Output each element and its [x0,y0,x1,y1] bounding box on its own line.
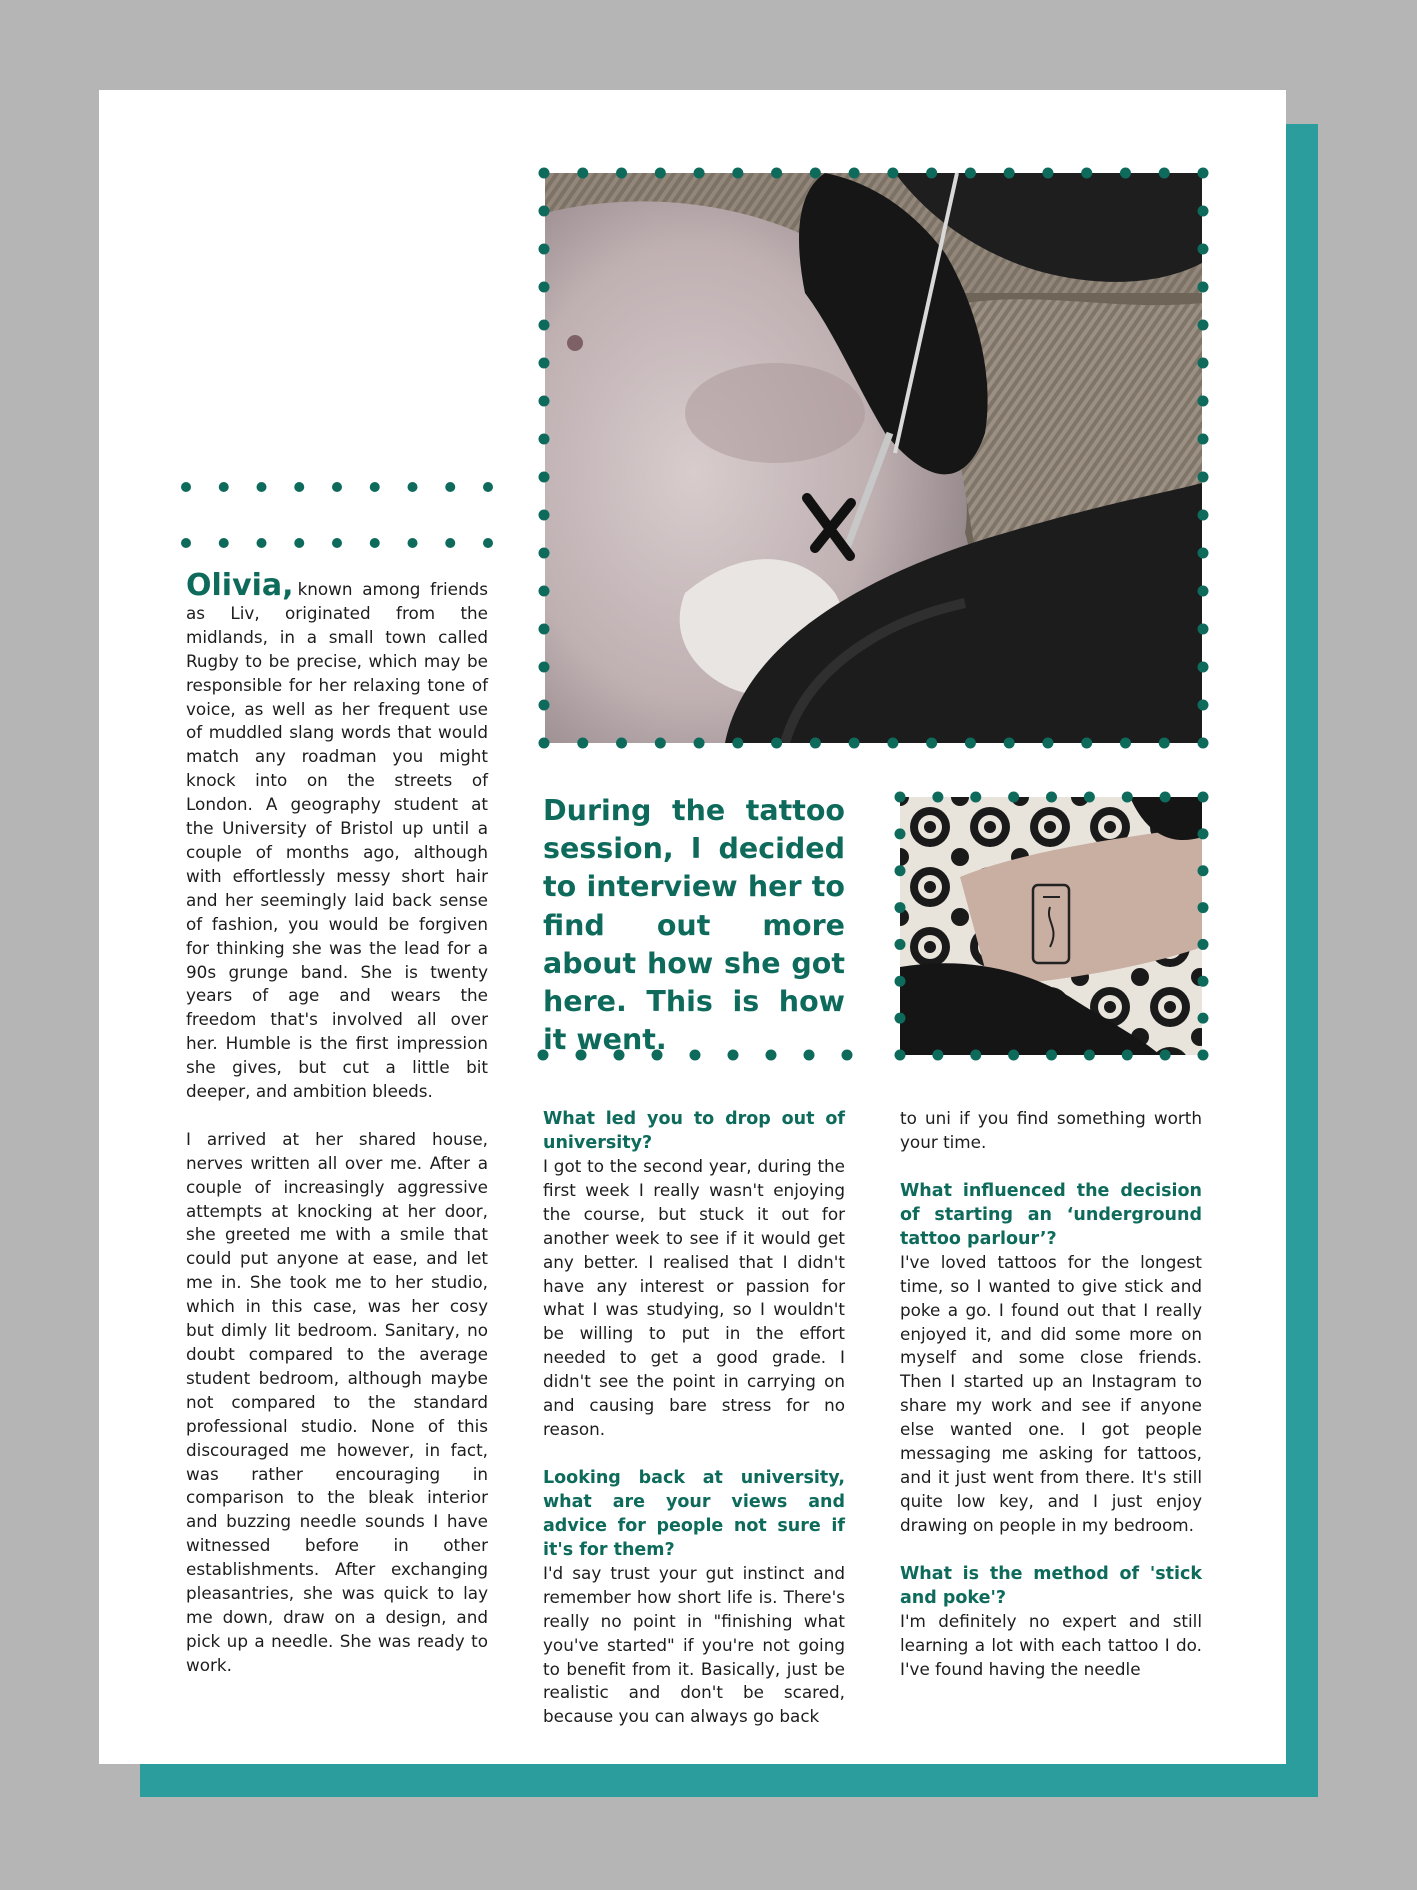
decorative-dot [408,482,418,492]
interview-question: What influenced the decision of starting an ‘underground tattoo parlour’? [900,1180,1202,1249]
interview-answer: to uni if you find something worth your time. [900,1108,1202,1152]
interview-question: Looking back at university, what are your views and advice for people not sure if it's for them? [543,1467,845,1560]
lead-name: Olivia, [186,568,294,603]
interview-column-2 [900,1107,1202,1681]
decorative-dot [1198,282,1209,293]
decorative-dot [1198,510,1209,521]
decorative-dot [895,1013,906,1024]
interview-question: What is the method of 'stick and poke'? [900,1563,1202,1608]
decorative-dot [895,1050,906,1061]
decorative-dot [1084,1050,1095,1061]
decorative-dot [1122,792,1133,803]
decorative-dot [616,168,627,179]
decorative-dot [539,282,550,293]
decorative-dot [1008,792,1019,803]
decorative-dot [1081,168,1092,179]
decorative-dot [1046,1050,1057,1061]
decorative-dot [1081,738,1092,749]
decorative-dot [926,738,937,749]
decorative-dot [616,738,627,749]
decorative-dot [1042,738,1053,749]
decorative-dot [1159,168,1170,179]
decorative-dot [895,902,906,913]
decorative-dot [181,538,191,548]
decorative-dot [1198,865,1209,876]
decorative-dot [370,538,380,548]
decorative-dot [370,482,380,492]
decorative-dot [1120,738,1131,749]
interview-question: What led you to drop out of university? [543,1109,845,1153]
decorative-dot [970,1050,981,1061]
decorative-dot [1008,1050,1019,1061]
intro-paragraph-2: I arrived at her shared house, nerves written all over me. After a couple of increasingly aggressive attempts at knocking at her door, she greeted me with a smile that could put anyone at ease, and let me in. She took me to her studio, which in this case, was her cosy but dimly lit bedroom. Sanitary, no doubt compared to the average student bedroom, although maybe not compared to the standard professional studio. None of this discouraged me however, in fact, was rather encouraging in comparison to the bleak interior and buzzing needle sounds I have witnessed before in other establishments. After exchanging pleasantries, she was quick to lay me down, draw on a design, and pick up a needle. She was ready to work. [186,1128,488,1675]
interview-answer: I'd say trust your gut instinct and remember how short life is. There's really no point in "finishing what you've started" if you're not going to benefit from it. Basically, just be realistic and don't be scared, because you can always go back [543,1562,845,1727]
decorative-dot [539,206,550,217]
decorative-dot [539,472,550,483]
intro-lead-text: known among friends as Liv, originated from the midlands, in a small town called Rugby to be precise, which may be responsible for her relaxing tone of voice, as well as her frequent use of muddled slang words that would match any roadman you might knock into on the streets of London. A geography student at the University of Bristol up until a couple of months ago, although with effortlessly messy short hair and her seemingly laid back sense of fashion, you would be forgiven for thinking she was the lead for a 90s grunge band. She is twenty years of age and wears the freedom that's involved all over her. Humble is the first impression she gives, but cut a little bit deeper, and ambition bleeds. [186,579,488,1102]
decorative-dot [732,738,743,749]
decorative-dot [1046,792,1057,803]
decorative-dot [1198,1050,1209,1061]
interview-item [900,1562,1202,1682]
decorative-dot [1122,1050,1133,1061]
decorative-dot [257,538,267,548]
decorative-dot [1198,320,1209,331]
decorative-dot [810,168,821,179]
decorative-dot [294,482,304,492]
decorative-dot [577,168,588,179]
decorative-dot [539,586,550,597]
decorative-dot [219,538,229,548]
decorative-dot [1198,700,1209,711]
decorative-dot [1198,586,1209,597]
decorative-dot [539,510,550,521]
decorative-dot [539,396,550,407]
decorative-dot [895,939,906,950]
decorative-dot [1198,939,1209,950]
decorative-dot [926,168,937,179]
interview-answer: I'm definitely no expert and still learning a lot with each tattoo I do. I've found having the needle [900,1610,1202,1679]
decorative-dot [1004,168,1015,179]
decorative-dot [257,482,267,492]
decorative-dot [732,168,743,179]
decorative-dot [887,168,898,179]
decorative-dot [539,358,550,369]
decorative-dot [1159,738,1170,749]
interview-item [900,1179,1202,1538]
lighter-tattoo-photo [900,797,1202,1055]
decorative-dot [1198,358,1209,369]
decorative-dot [895,828,906,839]
decorative-dot [1198,434,1209,445]
decorative-dot [655,738,666,749]
pull-quote: During the tattoo session, I decided to interview her to find out more about how she got here. This is how it went. [543,794,845,1057]
decorative-dot [1198,662,1209,673]
decorative-dot [694,168,705,179]
decorative-dot [895,865,906,876]
decorative-dot [1084,792,1095,803]
decorative-dot [810,738,821,749]
pull-quote-dotted-rule [0,0,1,1]
decorative-dot [539,738,550,749]
decorative-dot [1198,548,1209,559]
decorative-dot [577,738,588,749]
interview-answer: I got to the second year, during the first week I really wasn't enjoying the course, but stuck it out for another week to see if it would get any better. I realised that I didn't have any interest or passion for what I was studying, so I wouldn't be willing to put in the effort needed to get a good grade. I didn't see the point in carrying on and causing bare stress for no reason. [543,1156,845,1439]
decorative-dot [539,168,550,179]
decorative-dot [1042,168,1053,179]
decorative-dot [1198,396,1209,407]
decorative-dot [483,482,493,492]
decorative-dot [1198,976,1209,987]
decorative-dot [849,168,860,179]
decorative-dot [965,738,976,749]
decorative-dot [932,792,943,803]
decorative-dot [849,738,860,749]
interview-item [543,1466,845,1729]
decorative-dot [1004,738,1015,749]
decorative-dot [1198,206,1209,217]
decorative-dot [483,538,493,548]
decorative-dot [655,168,666,179]
intro-paragraph [186,568,488,1104]
decorative-dot [694,738,705,749]
decorative-dot [539,244,550,255]
decorative-dot [1198,828,1209,839]
decorative-dot [771,738,782,749]
decorative-dot [1160,1050,1171,1061]
decorative-dot [1160,792,1171,803]
decorative-dot [970,792,981,803]
decorative-dot [1198,244,1209,255]
decorative-dot [965,168,976,179]
decorative-dot [332,538,342,548]
decorative-dot [539,434,550,445]
decorative-dot [539,662,550,673]
decorative-dot [895,792,906,803]
decorative-dot [539,700,550,711]
intro-column [186,568,488,1678]
decorative-dot [1120,168,1131,179]
interview-continuation [900,1107,1202,1155]
decorative-dot [1198,738,1209,749]
interview-column-1 [543,1107,845,1729]
decorative-dot [539,624,550,635]
decorative-dot [294,538,304,548]
decorative-dot [408,538,418,548]
interview-answer: I've loved tattoos for the longest time, so I wanted to give stick and poke a go. I found out that I really enjoyed it, and did some more on myself and some close friends. Then I started up an Instagram to share my work and see if anyone else wanted one. I got people messaging me asking for tattoos, and it just went from there. It's still quite low key, and I just enjoy drawing on people in my bedroom. [900,1251,1202,1535]
decorative-dot [219,482,229,492]
decorative-dot [1198,624,1209,635]
decorative-dot [539,320,550,331]
decorative-dot [771,168,782,179]
decorative-dot [895,976,906,987]
interview-item [543,1107,845,1442]
decorative-dot [1198,1013,1209,1024]
decorative-dot [445,482,455,492]
decorative-dot [539,548,550,559]
decorative-dot [445,538,455,548]
decorative-dot [332,482,342,492]
decorative-dot [181,482,191,492]
decorative-dot [1198,902,1209,913]
tattoo-session-photo [545,173,1202,743]
decorative-dot [1198,792,1209,803]
decorative-dot [887,738,898,749]
decorative-dot [932,1050,943,1061]
decorative-dot [1198,472,1209,483]
decorative-dot [1198,168,1209,179]
